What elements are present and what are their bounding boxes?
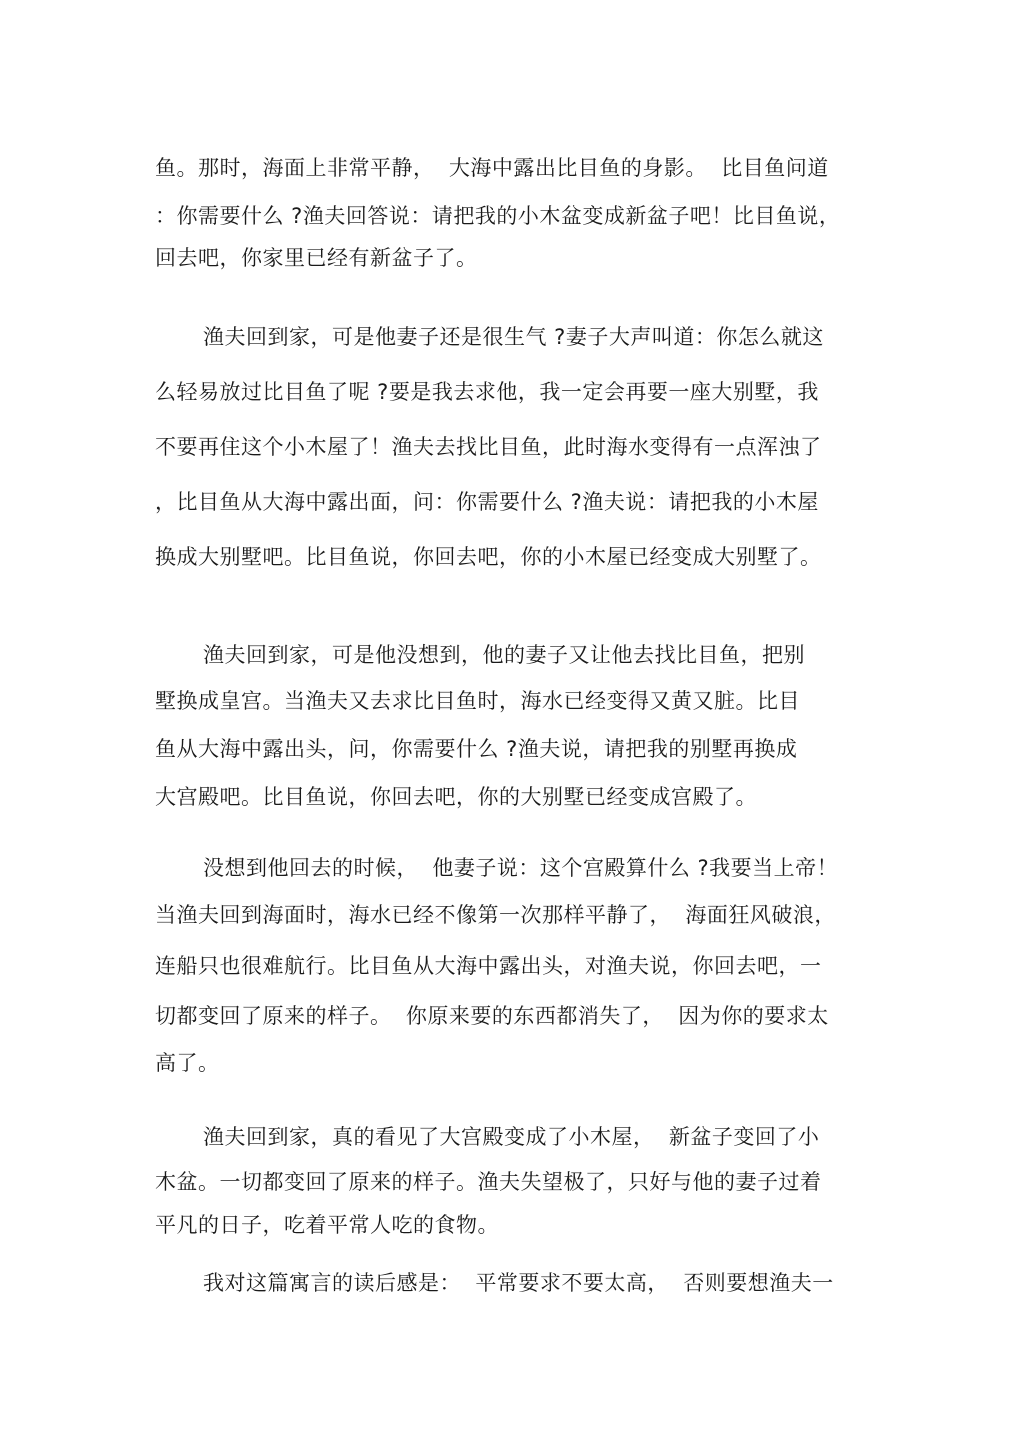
paragraph-start-line: 渔夫回到家，可是他没想到，他的妻子又让他去找比目鱼，把别 xyxy=(203,643,805,667)
paragraph-start-line: 我对这篇寓言的读后感是： 平常要求不要太高， 否则要想渔夫一 xyxy=(203,1271,834,1295)
paragraph-start-line: 渔夫回到家，可是他妻子还是很生气 ?妻子大声叫道：你怎么就这 xyxy=(203,325,824,349)
text-line: 平凡的日子，吃着平常人吃的食物。 xyxy=(155,1213,499,1237)
text-line: 连船只也很难航行。比目鱼从大海中露出头，对渔夫说，你回去吧，一 xyxy=(155,954,822,978)
text-line: ，比目鱼从大海中露出面，问：你需要什么 ?渔夫说：请把我的小木屋 xyxy=(155,490,819,514)
text-line: 回去吧，你家里已经有新盆子了。 xyxy=(155,246,478,270)
text-line: 鱼从大海中露出头，问，你需要什么 ?渔夫说，请把我的别墅再换成 xyxy=(155,737,798,761)
text-line: 切都变回了原来的样子。 你原来要的东西都消失了， 因为你的要求太 xyxy=(155,1004,829,1028)
paragraph-start-line: 没想到他回去的时候， 他妻子说：这个宫殿算什么 ?我要当上帝！ xyxy=(203,856,839,880)
text-line: 高了。 xyxy=(155,1051,220,1075)
text-line: ：你需要什么 ?渔夫回答说：请把我的小木盆变成新盆子吧！比目鱼说， xyxy=(155,204,841,228)
paragraph-start-line: 渔夫回到家，真的看见了大宫殿变成了小木屋， 新盆子变回了小 xyxy=(203,1125,820,1149)
text-line: 大宫殿吧。比目鱼说，你回去吧，你的大别墅已经变成宫殿了。 xyxy=(155,785,757,809)
text-line: 当渔夫回到海面时，海水已经不像第一次那样平静了， 海面狂风破浪， xyxy=(155,903,836,927)
text-line: 换成大别墅吧。比目鱼说，你回去吧，你的小木屋已经变成大别墅了。 xyxy=(155,545,822,569)
text-line: 鱼。那时，海面上非常平静， 大海中露出比目鱼的身影。 比目鱼问道 xyxy=(155,156,829,180)
text-line: 不要再住这个小木屋了！渔夫去找比目鱼，此时海水变得有一点浑浊了 xyxy=(155,435,822,459)
text-line: 么轻易放过比目鱼了呢 ?要是我去求他，我一定会再要一座大别墅，我 xyxy=(155,380,819,404)
text-line: 墅换成皇宫。当渔夫又去求比目鱼时，海水已经变得又黄又脏。比目 xyxy=(155,689,800,713)
text-line: 木盆。一切都变回了原来的样子。渔夫失望极了，只好与他的妻子过着 xyxy=(155,1170,822,1194)
